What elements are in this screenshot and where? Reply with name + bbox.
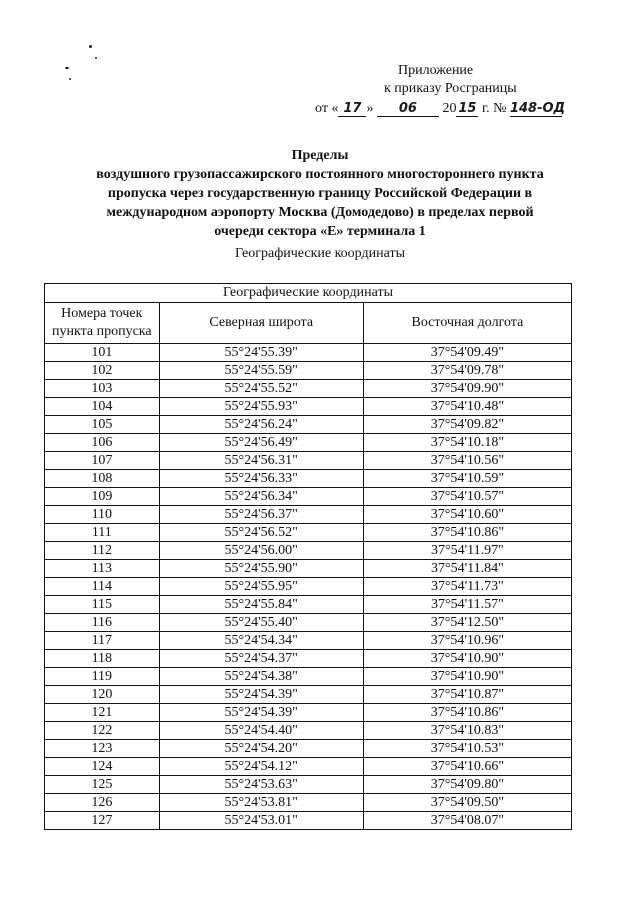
scan-speck <box>89 45 92 48</box>
table-row <box>45 740 572 758</box>
latitude-cell: 55°24'55.52" <box>159 380 363 398</box>
table-row <box>45 722 572 740</box>
point-number-cell: 109 <box>45 488 160 506</box>
table-row <box>45 470 572 488</box>
point-number-cell: 107 <box>45 452 160 470</box>
section-subtitle: Географические координаты <box>235 246 405 261</box>
longitude-cell: 37°54'09.49" <box>363 344 571 362</box>
point-number-cell: 105 <box>45 416 160 434</box>
point-number-cell: 112 <box>45 542 160 560</box>
longitude-cell: 37°54'12.50" <box>363 614 571 632</box>
table-row <box>45 668 572 686</box>
longitude-cell: 37°54'10.57" <box>363 488 571 506</box>
table-row <box>45 362 572 380</box>
order-number: 148-ОД <box>509 101 566 116</box>
longitude-cell: 37°54'10.18" <box>363 434 571 452</box>
title-line: международном аэропорту Москва (Домодедово) в пределах первой <box>106 205 534 220</box>
order-year: 15 <box>458 101 477 116</box>
order-reference: к приказу Росграницы <box>384 81 517 96</box>
point-number-cell: 122 <box>45 722 160 740</box>
scan-speck <box>65 67 69 69</box>
longitude-cell: 37°54'10.83" <box>363 722 571 740</box>
title-line: воздушного грузопассажирского постоянного многостороннего пункта <box>96 167 544 182</box>
table-row <box>45 380 572 398</box>
table-row <box>45 542 572 560</box>
point-number-cell: 101 <box>45 344 160 362</box>
longitude-cell: 37°54'11.84" <box>363 560 571 578</box>
latitude-cell: 55°24'56.34" <box>159 488 363 506</box>
longitude-cell: 37°54'09.78" <box>363 362 571 380</box>
column-header-number: Номера точек пункта пропуска <box>45 303 160 344</box>
year-label: г. № <box>481 101 507 116</box>
table-row <box>45 614 572 632</box>
year-prefix: 20 <box>442 101 457 116</box>
point-number-cell: 124 <box>45 758 160 776</box>
longitude-cell: 37°54'09.82" <box>363 416 571 434</box>
table-row <box>45 650 572 668</box>
latitude-cell: 55°24'56.49" <box>159 434 363 452</box>
table-row <box>45 434 572 452</box>
point-number-cell: 125 <box>45 776 160 794</box>
point-number-cell: 108 <box>45 470 160 488</box>
longitude-cell: 37°54'10.87" <box>363 686 571 704</box>
scan-speck <box>69 78 71 80</box>
point-number-cell: 106 <box>45 434 160 452</box>
latitude-cell: 55°24'54.39" <box>159 704 363 722</box>
table-row <box>45 398 572 416</box>
point-number-cell: 123 <box>45 740 160 758</box>
table-row <box>45 560 572 578</box>
point-number-cell: 118 <box>45 650 160 668</box>
point-number-cell: 111 <box>45 524 160 542</box>
latitude-cell: 55°24'55.93" <box>159 398 363 416</box>
table-row <box>45 686 572 704</box>
longitude-cell: 37°54'09.90" <box>363 380 571 398</box>
longitude-cell: 37°54'10.86" <box>363 704 571 722</box>
latitude-cell: 55°24'53.81" <box>159 794 363 812</box>
table-row <box>45 794 572 812</box>
table-row <box>45 812 572 830</box>
latitude-cell: 55°24'55.40" <box>159 614 363 632</box>
table-row <box>45 416 572 434</box>
latitude-cell: 55°24'54.40" <box>159 722 363 740</box>
longitude-cell: 37°54'11.73" <box>363 578 571 596</box>
point-number-cell: 110 <box>45 506 160 524</box>
title-line: очереди сектора «Е» терминала 1 <box>214 224 426 239</box>
latitude-cell: 55°24'56.31" <box>159 452 363 470</box>
longitude-cell: 37°54'10.90" <box>363 668 571 686</box>
latitude-cell: 55°24'56.52" <box>159 524 363 542</box>
latitude-cell: 55°24'54.34" <box>159 632 363 650</box>
coordinates-table <box>44 283 572 830</box>
table-row <box>45 632 572 650</box>
table-row <box>45 506 572 524</box>
longitude-cell: 37°54'10.90" <box>363 650 571 668</box>
order-date-line <box>315 100 566 118</box>
longitude-cell: 37°54'10.96" <box>363 632 571 650</box>
title-line: пропуска через государственную границу Российской Федерации в <box>107 186 533 201</box>
title-line: Пределы <box>291 148 349 163</box>
order-month: 06 <box>377 102 439 117</box>
order-day: 17 <box>338 102 366 117</box>
point-number-cell: 127 <box>45 812 160 830</box>
document-title <box>40 146 600 241</box>
longitude-cell: 37°54'10.86" <box>363 524 571 542</box>
latitude-cell: 55°24'53.01" <box>159 812 363 830</box>
point-number-cell: 116 <box>45 614 160 632</box>
latitude-cell: 55°24'55.59" <box>159 362 363 380</box>
latitude-cell: 55°24'56.00" <box>159 542 363 560</box>
from-label: от « <box>315 101 339 116</box>
column-header-longitude: Восточная долгота <box>363 303 571 344</box>
table-row <box>45 452 572 470</box>
longitude-cell: 37°54'09.80" <box>363 776 571 794</box>
point-number-cell: 102 <box>45 362 160 380</box>
latitude-cell: 55°24'56.24" <box>159 416 363 434</box>
point-number-cell: 114 <box>45 578 160 596</box>
latitude-cell: 55°24'54.12" <box>159 758 363 776</box>
group-header: Географические координаты <box>45 284 572 303</box>
latitude-cell: 55°24'54.20" <box>159 740 363 758</box>
latitude-cell: 55°24'55.90" <box>159 560 363 578</box>
latitude-cell: 55°24'55.39" <box>159 344 363 362</box>
table-row <box>45 524 572 542</box>
point-number-cell: 121 <box>45 704 160 722</box>
longitude-cell: 37°54'09.50" <box>363 794 571 812</box>
latitude-cell: 55°24'56.33" <box>159 470 363 488</box>
table-row <box>45 758 572 776</box>
longitude-cell: 37°54'08.07" <box>363 812 571 830</box>
latitude-cell: 55°24'54.37" <box>159 650 363 668</box>
latitude-cell: 55°24'55.95" <box>159 578 363 596</box>
longitude-cell: 37°54'11.97" <box>363 542 571 560</box>
latitude-cell: 55°24'53.63" <box>159 776 363 794</box>
point-number-cell: 103 <box>45 380 160 398</box>
quote-close: » <box>366 101 374 116</box>
point-number-cell: 113 <box>45 560 160 578</box>
latitude-cell: 55°24'55.84" <box>159 596 363 614</box>
longitude-cell: 37°54'10.48" <box>363 398 571 416</box>
column-header-latitude: Северная широта <box>159 303 363 344</box>
table-row <box>45 578 572 596</box>
latitude-cell: 55°24'54.38" <box>159 668 363 686</box>
point-number-cell: 104 <box>45 398 160 416</box>
table-row <box>45 776 572 794</box>
table-row <box>45 596 572 614</box>
appendix-title: Приложение <box>398 63 474 78</box>
longitude-cell: 37°54'10.53" <box>363 740 571 758</box>
point-number-cell: 119 <box>45 668 160 686</box>
longitude-cell: 37°54'10.56" <box>363 452 571 470</box>
longitude-cell: 37°54'10.60" <box>363 506 571 524</box>
latitude-cell: 55°24'54.39" <box>159 686 363 704</box>
point-number-cell: 117 <box>45 632 160 650</box>
longitude-cell: 37°54'11.57" <box>363 596 571 614</box>
latitude-cell: 55°24'56.37" <box>159 506 363 524</box>
point-number-cell: 115 <box>45 596 160 614</box>
scan-speck <box>95 57 97 59</box>
longitude-cell: 37°54'10.66" <box>363 758 571 776</box>
point-number-cell: 120 <box>45 686 160 704</box>
table-row <box>45 344 572 362</box>
longitude-cell: 37°54'10.59" <box>363 470 571 488</box>
table-row <box>45 488 572 506</box>
table-row <box>45 704 572 722</box>
point-number-cell: 126 <box>45 794 160 812</box>
